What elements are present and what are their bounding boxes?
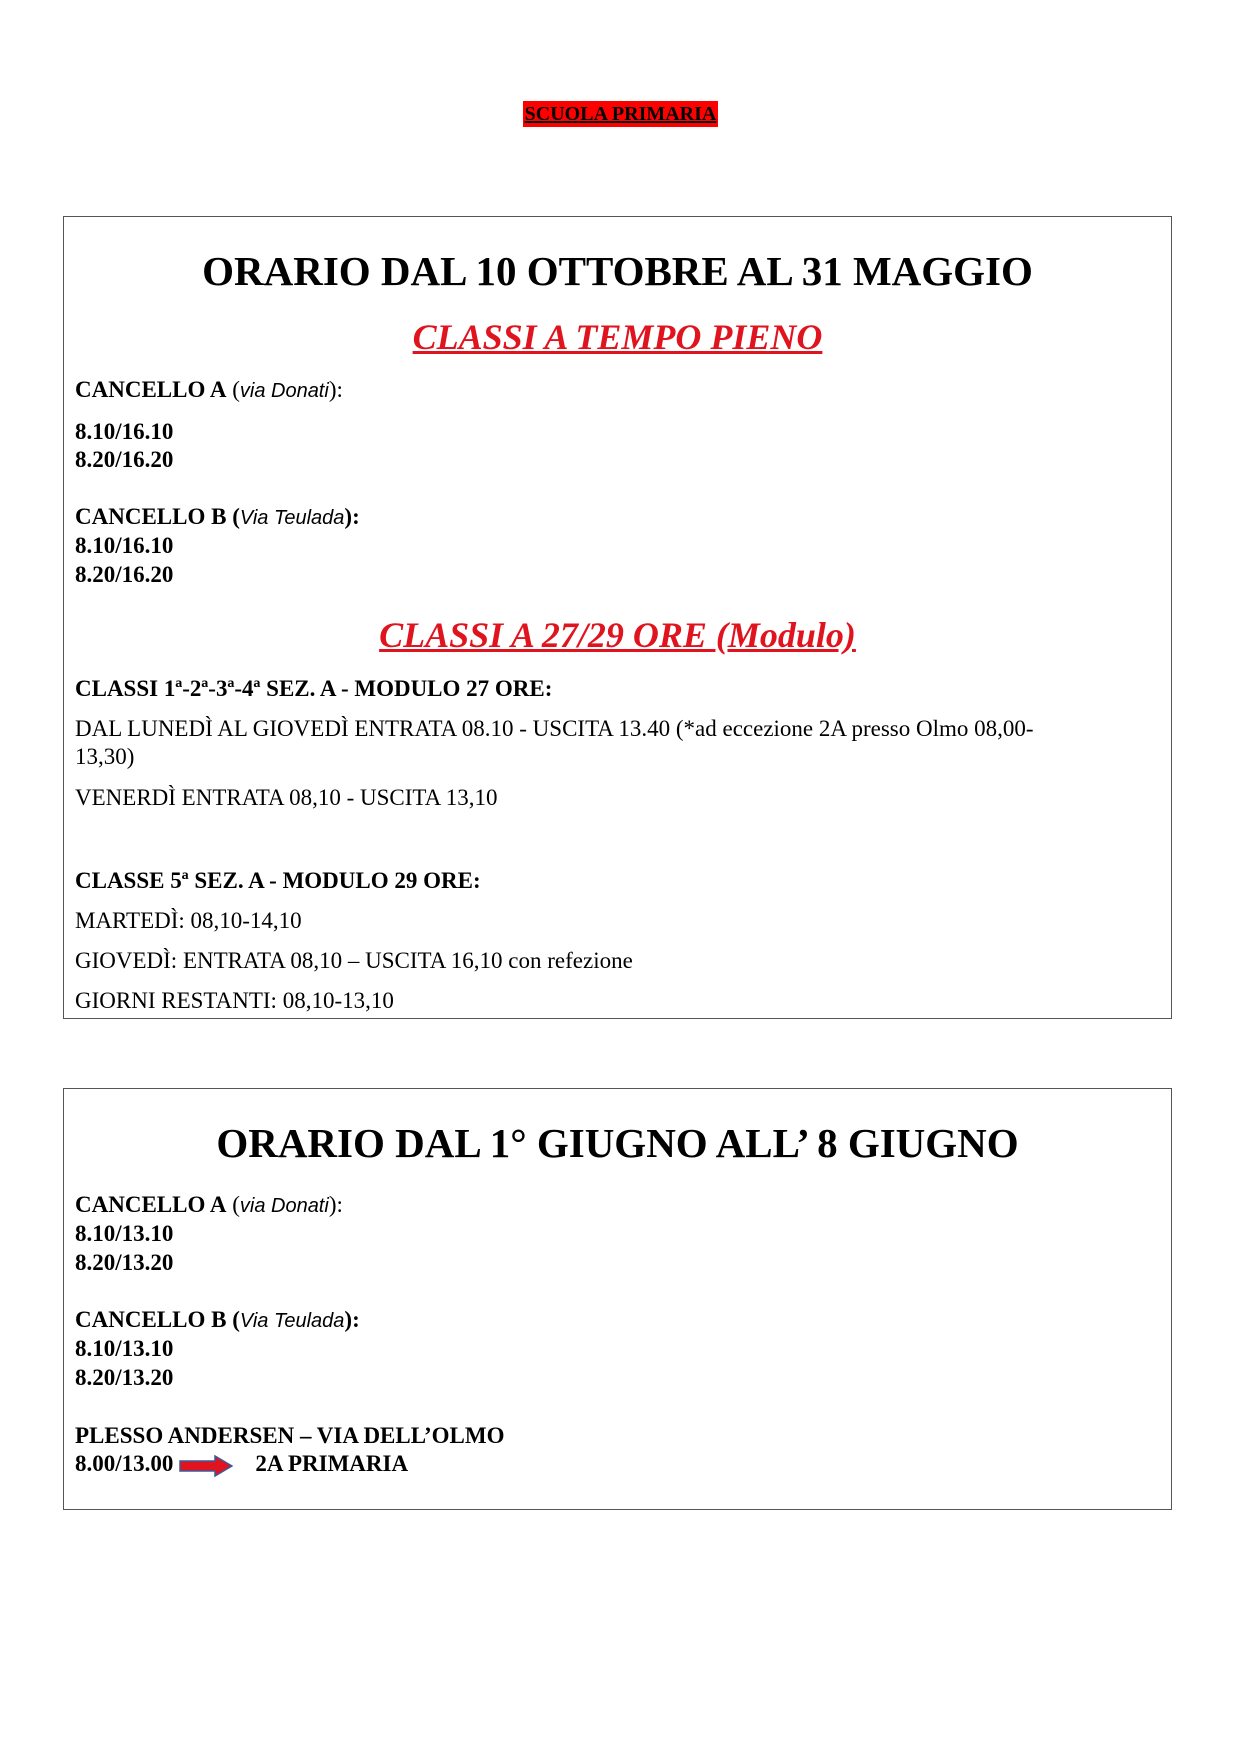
- gate-b-label: CANCELLO B (Via Teulada):: [75, 504, 360, 529]
- gate-a-time: 8.20/13.20: [75, 1250, 174, 1275]
- right-arrow-icon: [179, 1455, 233, 1477]
- schedule-box-october-may: [63, 216, 1172, 1019]
- plesso-time: 8.00/13.00: [75, 1451, 174, 1476]
- tempo-pieno-heading: CLASSI A TEMPO PIENO: [412, 317, 823, 357]
- gate-b-time: 8.10/13.10: [75, 1336, 174, 1361]
- schedule-box-june: [63, 1088, 1172, 1510]
- gate-b-label: CANCELLO B (Via Teulada):: [75, 1307, 360, 1332]
- schedule-line: MARTEDÌ: 08,10-14,10: [75, 908, 302, 933]
- plesso-title: PLESSO ANDERSEN – VIA DELL’OLMO: [75, 1423, 505, 1448]
- gate-a-time: 8.10/16.10: [75, 419, 174, 444]
- plesso-target: 2A PRIMARIA: [255, 1451, 409, 1476]
- gate-b-time: 8.20/13.20: [75, 1365, 174, 1390]
- gate-a-time: 8.10/13.10: [75, 1221, 174, 1246]
- schedule-line: GIOVEDÌ: ENTRATA 08,10 – USCITA 16,10 con refezione: [75, 948, 633, 973]
- schedule-line: VENERDÌ ENTRATA 08,10 - USCITA 13,10: [75, 785, 498, 810]
- section-title: ORARIO DAL 10 OTTOBRE AL 31 MAGGIO: [202, 248, 1033, 294]
- page-header: [0, 103, 1241, 126]
- schedule-line: GIORNI RESTANTI: 08,10-13,10: [75, 988, 394, 1013]
- modulo-heading: CLASSI A 27/29 ORE (Modulo): [379, 615, 856, 655]
- gate-a-time: 8.20/16.20: [75, 447, 174, 472]
- gate-b-time: 8.10/16.10: [75, 533, 174, 558]
- gate-a-label: CANCELLO A (via Donati):: [75, 377, 343, 402]
- schedule-line: DAL LUNEDÌ AL GIOVEDÌ ENTRATA 08.10 - USCITA 13.40 (*ad eccezione 2A presso Olmo 08,00-: [75, 716, 1034, 741]
- school-label: SCUOLA PRIMARIA: [524, 103, 717, 125]
- gate-a-label: CANCELLO A (via Donati):: [75, 1192, 343, 1217]
- plesso-row: [75, 1450, 408, 1478]
- section-title: ORARIO DAL 1° GIUGNO ALL’ 8 GIUGNO: [216, 1120, 1019, 1166]
- group-title: CLASSI 1ª-2ª-3ª-4ª SEZ. A - MODULO 27 ORE:: [75, 676, 553, 701]
- gate-b-time: 8.20/16.20: [75, 562, 174, 587]
- group-title: CLASSE 5ª SEZ. A - MODULO 29 ORE:: [75, 868, 481, 893]
- schedule-line: 13,30): [75, 744, 135, 769]
